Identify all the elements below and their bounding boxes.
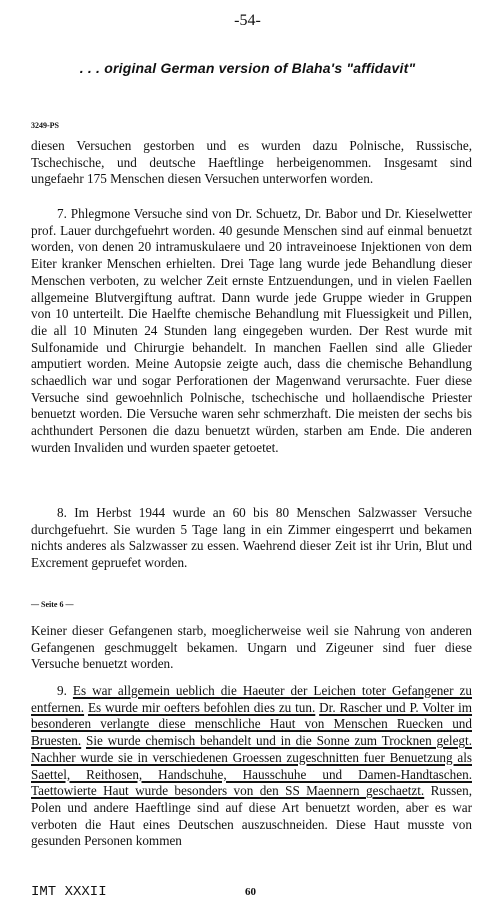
paragraph-8 bbox=[31, 505, 472, 572]
underlined-sentence: Es war allgemein ueblich die Haeuter der Leichen toter Gefangener zu entfernen. bbox=[31, 683, 473, 715]
footer-volume: IMT XXXII bbox=[31, 884, 107, 900]
underlined-sentence: Dr. Rascher und P. Volter im besonderen verlangte diese menschliche Haut von Menschen Ruecken und Bruesten. bbox=[31, 699, 473, 749]
paragraph-after-marker bbox=[31, 623, 472, 673]
underlined-sentence: Sie wurde chemisch behandelt und in die Sonne zum Trocknen gelegt. bbox=[85, 733, 472, 749]
paragraph-text: 7. Phlegmone Versuche sind von Dr. Schuetz, Dr. Babor und Dr. Kieselwetter prof. Lauer durchgefuehrt worden. 40 gesunde Menschen sind auf einmal benuetzt worden, von denen 20 intramuskulaere und 20 intraveinoese Injektionen von dem Eiter kranker Menschen erhielten. Drei Tage lang wurde jede Behandlung dieser Menschen verboten, zu welcher Zeit ernste Entzuendungen, und in vielen Faellen allgemeine Blutvergiftung auftrat. Dann wurde jede Gruppe wieder in Gruppen von 10 unterteilt. Die Haelfte chemische Behandlung mit Fluessigkeit und Pillen, die all 10 Minuten 24 Stunden lang eingegeben wurden. Der Rest wurde mit Sulfonamide und Chirurgie behandelt. In manchen Faellen sind alle Glieder amputiert worden. Meine Autopsie zeigte auch, dass die chemische Behandlung schaedlich war und sogar Perforationen der Magenwand verursachte. Fuer diese Versuche sind gewoehnlich Polnische, tschechische und hollaendische Priester benuetzt worden. Die Versuche waren sehr schmerzhaft. Die meisten der sechs bis achthundert Personen die dazu benuetzt würden, starben am Ende. Die anderen wurden Invaliden und wurden spaeter getoetet. bbox=[31, 206, 472, 455]
page-number-top: -54- bbox=[234, 12, 261, 29]
sentence: Russen, Polen und andere Haeftlinge sind auf diese Art benuetzt worden, aber es war verboten die Haut eines Deutschen auszuschneiden. Diese Haut musste von gesunden Personen kommen bbox=[31, 783, 473, 849]
document-id: 3249-PS bbox=[31, 121, 59, 130]
underlined-sentence: Taettowierte Haut wurde besonders von den SS Maennern geschaetzt. bbox=[31, 783, 425, 799]
page-marker: — Seite 6 — bbox=[31, 600, 74, 609]
underlined-sentence: Es wurde mir oefters befohlen dies zu tun. bbox=[87, 699, 316, 715]
paragraph-9 bbox=[31, 683, 472, 850]
paragraph-text: Keiner dieser Gefangenen starb, moeglicherweise weil sie Nahrung von anderen Gefangenen geschmuggelt bekamen. Ungarn und Zigeuner sind fuer diese Versuche benuetzt worden. bbox=[31, 623, 472, 672]
paragraph-7 bbox=[31, 206, 472, 457]
paragraph-text bbox=[31, 683, 472, 850]
continued-paragraph bbox=[31, 138, 472, 188]
footer-page-number: 60 bbox=[245, 886, 256, 898]
section-heading: . . . original German version of Blaha's "affidavit" bbox=[79, 60, 416, 76]
paragraph-number: 9. bbox=[57, 683, 67, 698]
paragraph-text: diesen Versuchen gestorben und es wurden dazu Polnische, Russische, Tschechische, und deutsche Haeftlinge herbeigenommen. Insgesamt sind ungefaehr 175 Menschen diesen Versuchen unterworfen worden. bbox=[31, 138, 472, 187]
paragraph-text: 8. Im Herbst 1944 wurde an 60 bis 80 Menschen Salzwasser Versuche durchgefuehrt. Sie wurden 5 Tage lang in ein Zimmer eingesperrt und bekamen nichts anderes als Salzwasser zu essen. Waehrend dieser Zeit ist ihr Urin, Blut und Excrement gepruefet worden. bbox=[31, 505, 472, 571]
underlined-sentence: Nachher wurde sie in verschiedenen Groessen zugeschnitten fuer Benuetzung als Saettel, Reithosen, Handschuhe, Hausschuhe und Damen-Handtaschen. bbox=[31, 749, 472, 782]
